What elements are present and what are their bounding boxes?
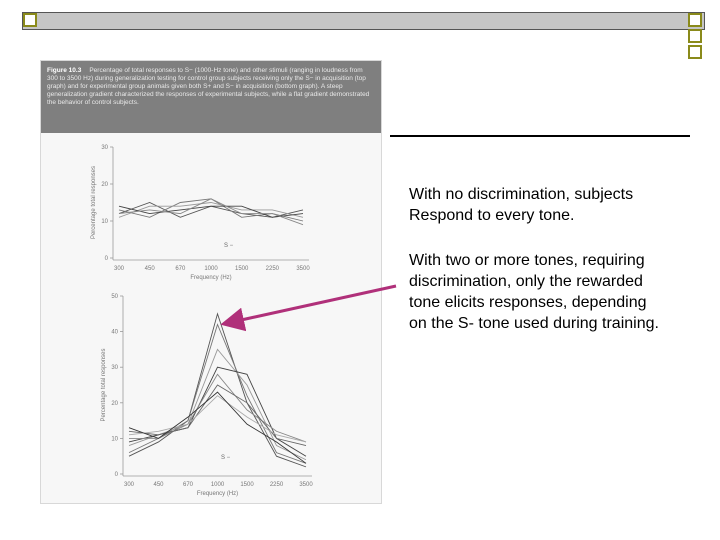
s-minus-marker: S − <box>224 243 234 249</box>
y-tick-label: 50 <box>111 294 118 300</box>
y-axis-label: Percentage total responses <box>101 348 107 422</box>
x-tick-label: 1500 <box>234 266 249 272</box>
y-tick-label: 30 <box>101 145 108 151</box>
x-tick-label: 300 <box>123 482 135 488</box>
x-tick-label: 3500 <box>296 266 310 272</box>
note-line: discrimination, only the rewarded <box>409 273 643 290</box>
x-tick-label: 670 <box>175 266 186 272</box>
y-tick-label: 10 <box>101 219 108 225</box>
y-tick-label: 0 <box>114 472 118 478</box>
y-tick-label: 10 <box>111 436 118 443</box>
note-line: Respond to every tone. <box>409 207 575 224</box>
y-tick-label: 30 <box>111 365 118 372</box>
x-tick-label: 2250 <box>265 266 280 272</box>
x-tick-label: 450 <box>144 266 155 272</box>
note-line: With no discrimination, subjects <box>409 186 634 203</box>
y-tick-label: 20 <box>111 400 118 407</box>
figure-caption-text: Percentage of total responses to S− (1000-Hz tone) and other stimuli (ranging in loudness from 300 to 3500 Hz) during generalization testing for control group subjects receiving only the S− in acquisition (top graph) and for experimental group animals given both S+ and S− in acquisition (bottom graph). A steep generalization gradient characterized the responses of experimental subjects, while a flat gradient demonstrated the behavior of control subjects. <box>47 67 370 106</box>
note-line: With two or more tones, requiring <box>409 252 645 269</box>
note-line: tone elicits responses, depending <box>409 294 647 311</box>
y-tick-label: 0 <box>104 256 108 262</box>
x-tick-label: 450 <box>153 482 164 488</box>
x-tick-label: 300 <box>113 266 125 272</box>
x-tick-label: 2250 <box>269 482 284 488</box>
x-tick-label: 1000 <box>204 266 218 272</box>
x-axis-label: Frequency (Hz) <box>196 491 239 497</box>
x-tick-label: 670 <box>182 482 194 488</box>
x-axis-label: Frequency (Hz) <box>190 275 232 281</box>
note-line: on the S- tone used during training. <box>409 315 659 332</box>
y-tick-label: 20 <box>101 182 108 188</box>
s-minus-marker: S − <box>221 455 231 461</box>
y-axis-label: Percentage total responses <box>91 165 97 240</box>
x-tick-label: 3500 <box>299 482 313 488</box>
y-tick-label: 40 <box>111 329 118 336</box>
x-tick-label: 1500 <box>240 482 254 488</box>
x-tick-label: 1000 <box>210 482 225 488</box>
figure-label: Figure 10.3 <box>47 67 82 74</box>
